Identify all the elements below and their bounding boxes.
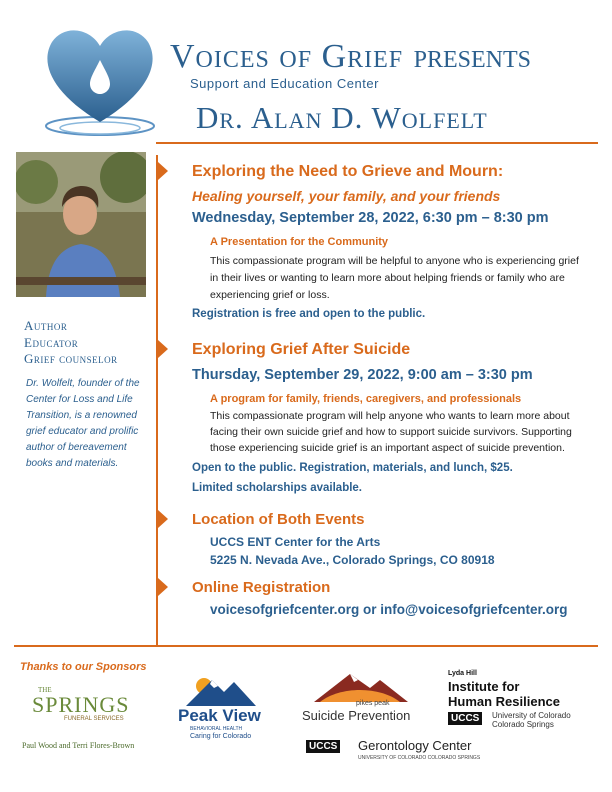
- top-divider: [156, 142, 598, 144]
- uccs-badge: UCCS: [306, 740, 340, 753]
- speaker-bio: Dr. Wolfelt, founder of the Center for Loss and Life Transition, is a renowned grief educator and prolific author of bereavement books and materials.: [26, 378, 140, 469]
- event1-desc-line2: in their lives or wanting to learn more about helping friends or family who are: [210, 272, 565, 284]
- event1-datetime: Wednesday, September 28, 2022, 6:30 pm – 8:30 pm: [192, 210, 549, 226]
- event2-datetime: Thursday, September 29, 2022, 9:00 am – 3:30 pm: [192, 367, 533, 383]
- bottom-divider: [14, 645, 598, 647]
- event1-title: Exploring the Need to Grieve and Mourn:: [192, 163, 504, 180]
- vertical-divider: [156, 155, 158, 645]
- online-contact-link[interactable]: voicesofgriefcenter.org or info@voicesofgriefcenter.org: [210, 602, 568, 617]
- event1-audience: A Presentation for the Community: [210, 236, 389, 248]
- event1-registration: Registration is free and open to the public.: [192, 308, 426, 320]
- event1-subtitle: Healing yourself, your family, and your friends: [192, 188, 501, 204]
- role-author: Author: [24, 318, 68, 333]
- gero-sub: UNIVERSITY OF COLORADO COLORADO SPRINGS: [358, 755, 481, 761]
- lydahill-line2: Human Resilience: [448, 694, 560, 709]
- event2-desc-line3: those experiencing suicide grief is an important aspect of suicide prevention.: [210, 442, 565, 454]
- peakview-name: Peak View: [178, 706, 261, 725]
- springs-sub: FUNERAL SERVICES: [64, 716, 124, 722]
- peakview-tag: Caring for Colorado: [190, 733, 252, 740]
- online-heading: Online Registration: [192, 579, 331, 596]
- org-name: Voices of Grief: [170, 38, 404, 75]
- event1-desc-line1: This compassionate program will be helpful to anyone who is experiencing grief: [210, 255, 579, 267]
- event2-registration-line2: Limited scholarships available.: [192, 482, 363, 494]
- presents-label: PRESENTS: [413, 47, 531, 73]
- event2-title: Exploring Grief After Suicide: [192, 341, 411, 358]
- springs-logo: [24, 686, 144, 726]
- springs-name: SPRINGS: [32, 692, 130, 717]
- pikes-small: pikes peak: [356, 700, 390, 707]
- gerontology-logo: [306, 738, 506, 768]
- arrow-marker: [158, 510, 168, 528]
- location-venue: UCCS ENT Center for the Arts: [210, 535, 381, 549]
- sunrise-icon: [300, 668, 420, 704]
- peakview-sub: BEHAVIORAL HEALTH: [190, 726, 243, 732]
- lydahill-univ1: University of Colorado: [492, 711, 571, 720]
- springs-credit: Paul Wood and Terri Flores-Brown: [22, 741, 135, 750]
- arrow-marker: [158, 578, 168, 596]
- event2-audience: A program for family, friends, caregivers, and professionals: [210, 393, 522, 405]
- lydahill-univ2: Colorado Springs: [492, 720, 554, 729]
- lydahill-line1: Institute for: [448, 679, 520, 694]
- speaker-photo: [16, 152, 146, 297]
- org-title: [170, 38, 600, 78]
- pikes-name: Suicide Prevention: [302, 708, 411, 723]
- speaker-name: Dr. Alan D. Wolfelt: [196, 100, 488, 135]
- org-subtitle: Support and Education Center: [190, 76, 379, 91]
- sponsors-heading: Thanks to our Sponsors: [20, 661, 147, 673]
- lydahill-small: Lyda Hill: [448, 670, 477, 677]
- pikes-peak-logo: [300, 668, 420, 728]
- mountain-icon: [176, 672, 266, 708]
- role-counselor: Grief counselor: [24, 351, 118, 366]
- role-educator: Educator: [24, 335, 79, 350]
- event2-desc-line2: facing their own suicide grief and how to support suicide survivors. Supporting: [210, 426, 572, 438]
- heart-logo-icon: [40, 22, 160, 140]
- uccs-badge: UCCS: [448, 712, 482, 725]
- gero-name: Gerontology Center: [358, 738, 472, 753]
- arrow-marker: [158, 340, 168, 358]
- event1-desc-line3: experiencing grief or loss.: [210, 289, 330, 301]
- event2-registration-line1: Open to the public. Registration, materials, and lunch, $25.: [192, 462, 513, 474]
- location-heading: Location of Both Events: [192, 511, 365, 528]
- arrow-marker: [158, 162, 168, 180]
- springs-prefix: THE: [38, 686, 52, 694]
- event2-desc-line1: This compassionate program will help anyone who wants to learn more about: [210, 410, 570, 422]
- location-address: 5225 N. Nevada Ave., Colorado Springs, CO 80918: [210, 553, 495, 567]
- peakview-logo: [176, 672, 266, 742]
- lyda-hill-logo: [448, 670, 598, 730]
